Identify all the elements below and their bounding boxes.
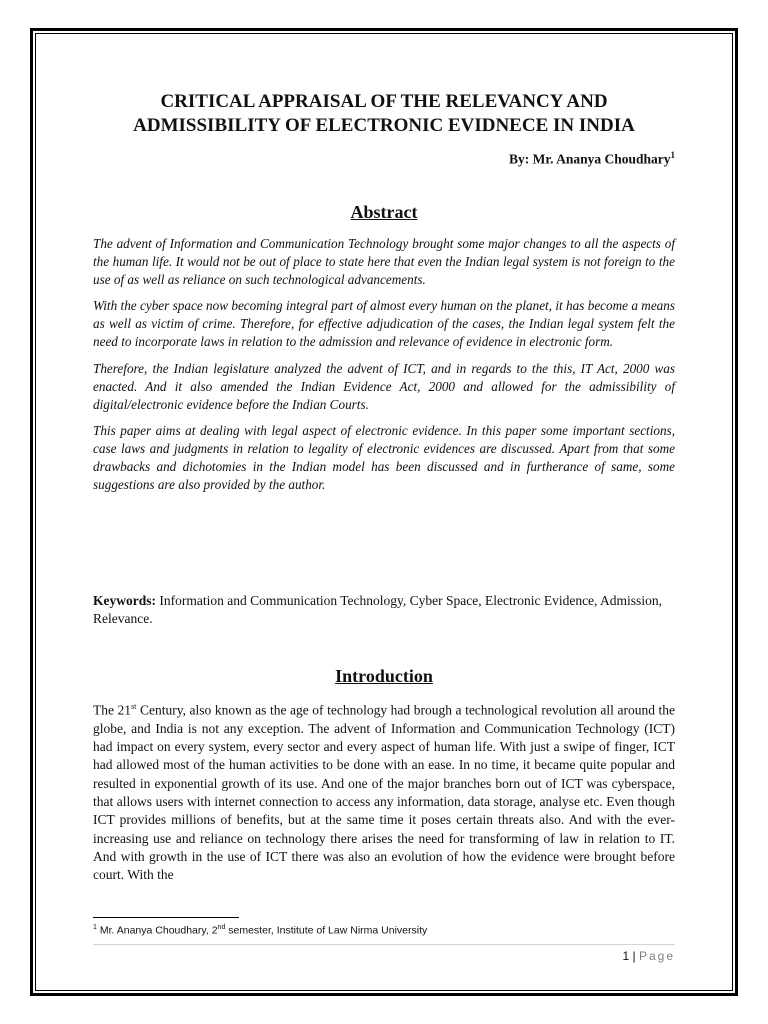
footnote-suffix: semester, Institute of Law Nirma University [225,924,428,937]
abstract-heading: Abstract [350,202,418,222]
title-line-2: ADMISSIBILITY OF ELECTRONIC EVIDNECE IN INDIA [133,115,635,136]
page-footer [93,948,675,964]
author-footnote-ref[interactable]: 1 [670,150,675,160]
author-line [93,146,675,169]
introduction-paragraph [93,698,675,884]
author-name: By: Mr. Ananya Choudhary [508,151,671,167]
abstract-paragraph-2: With the cyber space now becoming integral part of almost every human on the planet, it has become a means as well as victim of crime. Therefore, for effective adjudication of the cases, the Indian legal system felt the need to incorporate laws in relation to the admission and relevance of evidence in electronic form. [93,298,675,350]
footnote [93,921,675,938]
document-title [93,90,675,138]
page-word: Page [638,949,675,963]
intro-text-prefix: The 21 [93,702,132,718]
footnote-sup: nd [217,924,226,931]
keywords-label: Keywords: [93,593,156,608]
footnote-separator [93,917,239,918]
keywords-text: Information and Communication Technology, Cyber Space, Electronic Evidence, Admission, Relevance. [93,593,662,626]
keywords [93,592,675,628]
footnote-marker: 1 [93,924,97,931]
abstract-body [93,235,675,502]
abstract-paragraph-1: The advent of Information and Communication Technology brought some major changes to all the aspects of the human life. It would not be out of place to state here that even the Indian legal system is not foreign to the use of as well as reliance on such technological advancements. [93,236,675,288]
intro-text-body: Century, also known as the age of technology had brough a technological revolution all around the globe, and India is not any exception. The advent of Information and Communication Technology (ICT) had impact on every system, every sector and every aspect of human life. With just a swipe of finger, ICT had allowed most of the human activities to be done with an ease. In no time, it became quite popular and resulted in exponential growth of its use. And one of the major branches born out of ICT was cyberspace, that allows users with internet connection to access any information, data storage, analyse etc. Even though ICT provides millions of benefits, but at the same time it poses certain threats also. And with the ever-increasing use and reliance on technology there arises the need for transforming of law in relation to IT. And with growth in the use of ICT there was also an evolution of how the evidence were brought before court. With the [93,702,675,883]
page-number: 1 [622,949,630,963]
abstract-paragraph-4: This paper aims at dealing with legal aspect of electronic evidence. In this paper some important sections, case laws and judgments in relation to legality of electronic evidences are discussed. Apart from that some drawbacks and dichotomies in the Indian model has been discussed and in furtherance of same, some suggestions are also provided by the author. [93,422,675,493]
page-separator: | [629,949,639,963]
footnote-prefix: Mr. Ananya Choudhary, 2 [96,924,218,937]
intro-text-sup: st [131,702,137,711]
title-line-1: CRITICAL APPRAISAL OF THE RELEVANCY AND [160,91,608,112]
footer-rule [93,944,675,945]
introduction-heading: Introduction [335,666,433,686]
abstract-paragraph-3: Therefore, the Indian legislature analyzed the advent of ICT, and in regards to the this, IT Act, 2000 was enacted. And it also amended the Indian Evidence Act, 2000 and allowed for the admissibility of digital/electronic evidence before the Indian Courts. [93,360,675,412]
